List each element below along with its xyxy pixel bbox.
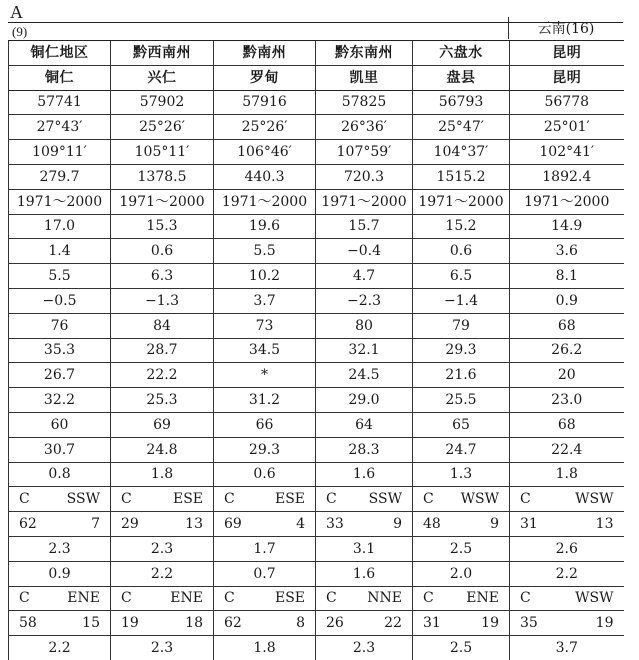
table-cell: 1.8	[111, 462, 214, 487]
cell-left-value: C	[423, 590, 434, 607]
table-row	[9, 388, 624, 413]
table-cell: 8.1	[510, 264, 624, 289]
table-row	[9, 214, 624, 239]
cell-left-value: 31	[423, 615, 441, 632]
table-row	[9, 636, 624, 660]
cell-left-value: C	[224, 590, 235, 607]
table-cell: 109°11′	[9, 140, 111, 165]
table-cell: −1.3	[111, 288, 214, 313]
table-cell: 30.7	[9, 437, 111, 462]
table-cell: 10.2	[214, 264, 316, 289]
table-cell: 25.3	[111, 388, 214, 413]
table-cell: 69	[111, 412, 214, 437]
table-cell: −2.3	[316, 288, 413, 313]
cell-left-value: C	[121, 491, 132, 508]
station-cell: 盘县	[413, 65, 510, 90]
table-cell	[413, 586, 510, 611]
table-cell: 440.3	[214, 164, 316, 189]
table-cell: 2.3	[9, 536, 111, 561]
table-cell: 22.4	[510, 437, 624, 462]
table-cell: 5.5	[214, 239, 316, 264]
cell-left-value: 48	[423, 516, 441, 533]
table-cell: 2.3	[111, 636, 214, 660]
table-cell	[214, 487, 316, 512]
table-cell: 29.3	[413, 338, 510, 363]
table-cell: 34.5	[214, 338, 316, 363]
cell-right-value: ESE	[172, 491, 203, 508]
table-cell: 2.0	[413, 561, 510, 586]
table-cell: 3.1	[316, 536, 413, 561]
table-cell: 1971～2000	[316, 189, 413, 214]
table-cell: 720.3	[316, 164, 413, 189]
table-cell: 68	[510, 313, 624, 338]
table-cell: 28.3	[316, 437, 413, 462]
table-cell: 0.6	[214, 462, 316, 487]
cell-right-value: ENE	[67, 590, 100, 607]
table-row	[9, 487, 624, 512]
table-cell: 22.2	[111, 363, 214, 388]
table-row	[9, 363, 624, 388]
cell-left-value: 26	[326, 615, 344, 632]
cell-left-value: C	[19, 590, 30, 607]
cell-left-value: 69	[224, 516, 242, 533]
table-cell: 5.5	[9, 264, 111, 289]
table-cell: 1515.2	[413, 164, 510, 189]
cell-left-value: C	[520, 491, 531, 508]
table-cell: 73	[214, 313, 316, 338]
climate-table	[8, 40, 624, 660]
cell-left-value: 31	[520, 516, 538, 533]
table-cell: 79	[413, 313, 510, 338]
table-cell: 80	[316, 313, 413, 338]
table-cell: 106°46′	[214, 140, 316, 165]
table-cell: 66	[214, 412, 316, 437]
table-row	[9, 264, 624, 289]
table-cell	[510, 487, 624, 512]
table-cell: 1892.4	[510, 164, 624, 189]
table-cell: −0.4	[316, 239, 413, 264]
table-cell: 1.6	[316, 462, 413, 487]
table-row	[9, 115, 624, 140]
cell-left-value: C	[326, 590, 337, 607]
cell-right-value: 9	[393, 516, 402, 533]
table-cell: 68	[510, 412, 624, 437]
table-cell: 1.4	[9, 239, 111, 264]
table-cell: 1.7	[214, 536, 316, 561]
table-cell: 1.8	[510, 462, 624, 487]
table-cell: 60	[9, 412, 111, 437]
region-cell: 六盘水	[413, 41, 510, 66]
table-cell: 24.8	[111, 437, 214, 462]
table-cell: 6.3	[111, 264, 214, 289]
cell-right-value: 18	[185, 615, 203, 632]
table-cell	[111, 586, 214, 611]
cell-left-value: C	[423, 491, 434, 508]
table-cell: 21.6	[413, 363, 510, 388]
cell-right-value: 9	[490, 516, 499, 533]
table-cell: −1.4	[413, 288, 510, 313]
table-cell: 1971～2000	[214, 189, 316, 214]
station-cell: 罗甸	[214, 65, 316, 90]
table-cell	[510, 586, 624, 611]
table-cell: 25.5	[413, 388, 510, 413]
table-cell: 105°11′	[111, 140, 214, 165]
table-cell: 3.6	[510, 239, 624, 264]
table-row	[9, 90, 624, 115]
table-cell	[413, 512, 510, 537]
table-cell: 19.6	[214, 214, 316, 239]
cell-right-value: 7	[91, 516, 100, 533]
table-cell	[510, 512, 624, 537]
table-cell: 2.2	[111, 561, 214, 586]
table-cell: 3.7	[214, 288, 316, 313]
table-cell: 64	[316, 412, 413, 437]
cell-right-value: ENE	[466, 590, 499, 607]
cell-right-value: ESE	[274, 590, 305, 607]
table-cell: 26.2	[510, 338, 624, 363]
table-cell: 29.0	[316, 388, 413, 413]
cell-right-value: WSW	[460, 491, 499, 508]
table-cell: 25°26′	[214, 115, 316, 140]
cell-left-value: C	[19, 491, 30, 508]
table-cell: 1971～2000	[413, 189, 510, 214]
cell-right-value: SSW	[368, 491, 402, 508]
table-cell: −0.5	[9, 288, 111, 313]
table-cell: 279.7	[9, 164, 111, 189]
table-cell: 0.6	[111, 239, 214, 264]
cell-right-value: 13	[185, 516, 203, 533]
table-cell: 1378.5	[111, 164, 214, 189]
cell-left-value: 58	[19, 615, 37, 632]
page-label: A	[10, 2, 23, 22]
table-cell	[111, 487, 214, 512]
cell-right-value: 8	[296, 615, 305, 632]
table-cell: 2.2	[510, 561, 624, 586]
table-cell: 1971～2000	[510, 189, 624, 214]
cell-right-value: SSW	[66, 491, 100, 508]
table-cell: 26.7	[9, 363, 111, 388]
cell-right-value: WSW	[575, 491, 614, 508]
table-cell: 2.3	[111, 536, 214, 561]
table-cell: 24.5	[316, 363, 413, 388]
table-row	[9, 313, 624, 338]
table-cell: 32.2	[9, 388, 111, 413]
table-cell	[316, 586, 413, 611]
table-cell	[413, 487, 510, 512]
table-cell: 102°41′	[510, 140, 624, 165]
table-cell: 2.2	[9, 636, 111, 660]
table-cell: 2.5	[413, 636, 510, 660]
table-cell: 26°36′	[316, 115, 413, 140]
table-cell: 65	[413, 412, 510, 437]
table-cell: 15.7	[316, 214, 413, 239]
table-cell: 0.9	[9, 561, 111, 586]
cell-right-value: NNE	[367, 590, 402, 607]
table-cell: 57825	[316, 90, 413, 115]
table-cell	[9, 487, 111, 512]
table-cell: 3.7	[510, 636, 624, 660]
region-cell: 黔东南州	[316, 41, 413, 66]
table-cell: 2.5	[413, 536, 510, 561]
table-cell: 56778	[510, 90, 624, 115]
table-cell: 1.8	[214, 636, 316, 660]
cell-left-value: 62	[224, 615, 242, 632]
cell-left-value: C	[224, 491, 235, 508]
table-row	[9, 536, 624, 561]
table-row	[9, 338, 624, 363]
cell-right-value: 4	[296, 516, 305, 533]
table-cell: 6.5	[413, 264, 510, 289]
table-cell: 1.3	[413, 462, 510, 487]
table-cell: 0.8	[9, 462, 111, 487]
station-row	[9, 65, 624, 90]
cell-right-value: 15	[82, 615, 100, 632]
cell-left-value: 35	[520, 615, 538, 632]
table-cell: 25°47′	[413, 115, 510, 140]
table-cell: 56793	[413, 90, 510, 115]
table-cell: 1971～2000	[111, 189, 214, 214]
station-cell: 凯里	[316, 65, 413, 90]
table-cell: 25°26′	[111, 115, 214, 140]
table-cell: 31.2	[214, 388, 316, 413]
cell-right-value: ENE	[170, 590, 203, 607]
table-number: (9)	[12, 24, 28, 39]
table-cell	[9, 512, 111, 537]
region-cell: 昆明	[510, 41, 624, 66]
station-cell: 铜仁	[9, 65, 111, 90]
table-row	[9, 239, 624, 264]
region-row	[9, 41, 624, 66]
table-cell: 15.3	[111, 214, 214, 239]
table-cell: 24.7	[413, 437, 510, 462]
station-cell: 昆明	[510, 65, 624, 90]
cell-right-value: ESE	[274, 491, 305, 508]
cell-left-value: 33	[326, 516, 344, 533]
table-cell: 76	[9, 313, 111, 338]
cell-left-value: 19	[121, 615, 139, 632]
table-cell: 1.6	[316, 561, 413, 586]
table-cell: 23.0	[510, 388, 624, 413]
table-cell: 57741	[9, 90, 111, 115]
table-row	[9, 412, 624, 437]
region-cell: 铜仁地区	[9, 41, 111, 66]
table-row	[9, 140, 624, 165]
table-cell	[316, 487, 413, 512]
table-body	[9, 41, 624, 660]
table-row	[9, 462, 624, 487]
table-cell: 4.7	[316, 264, 413, 289]
cell-right-value: WSW	[575, 590, 614, 607]
table-cell: 1971～2000	[9, 189, 111, 214]
table-cell: 35.3	[9, 338, 111, 363]
table-cell: 104°37′	[413, 140, 510, 165]
table-cell	[214, 586, 316, 611]
table-row	[9, 586, 624, 611]
table-cell: 32.1	[316, 338, 413, 363]
cell-right-value: 19	[595, 615, 614, 632]
table-cell: *	[214, 363, 316, 388]
cell-left-value: C	[326, 491, 337, 508]
table-cell: 20	[510, 363, 624, 388]
table-row	[9, 288, 624, 313]
table-cell: 2.3	[316, 636, 413, 660]
table-row	[9, 189, 624, 214]
table-cell	[9, 586, 111, 611]
cell-right-value: 22	[384, 615, 402, 632]
table-cell: 57902	[111, 90, 214, 115]
cell-left-value: C	[121, 590, 132, 607]
table-cell: 0.6	[413, 239, 510, 264]
table-cell: 17.0	[9, 214, 111, 239]
table-cell	[111, 512, 214, 537]
table-cell: 0.9	[510, 288, 624, 313]
region-cell: 黔西南州	[111, 41, 214, 66]
table-cell: 2.6	[510, 536, 624, 561]
table-cell: 84	[111, 313, 214, 338]
cell-right-value: 13	[595, 516, 614, 533]
table-cell: 29.3	[214, 437, 316, 462]
table-cell	[214, 512, 316, 537]
table-cell: 27°43′	[9, 115, 111, 140]
region-cell: 黔南州	[214, 41, 316, 66]
table-cell: 14.9	[510, 214, 624, 239]
table-cell: 107°59′	[316, 140, 413, 165]
cell-left-value: C	[520, 590, 531, 607]
table-row	[9, 561, 624, 586]
table-cell: 0.7	[214, 561, 316, 586]
table-cell	[316, 512, 413, 537]
table-cell: 15.2	[413, 214, 510, 239]
table-row	[9, 164, 624, 189]
region-yunnan: 云南(16)	[508, 17, 623, 39]
station-cell: 兴仁	[111, 65, 214, 90]
table-cell: 28.7	[111, 338, 214, 363]
cell-left-value: 62	[19, 516, 37, 533]
table-row	[9, 512, 624, 537]
table-cell: 25°01′	[510, 115, 624, 140]
table-row	[9, 437, 624, 462]
table-cell: 57916	[214, 90, 316, 115]
cell-left-value: 29	[121, 516, 139, 533]
cell-right-value: 19	[481, 615, 499, 632]
